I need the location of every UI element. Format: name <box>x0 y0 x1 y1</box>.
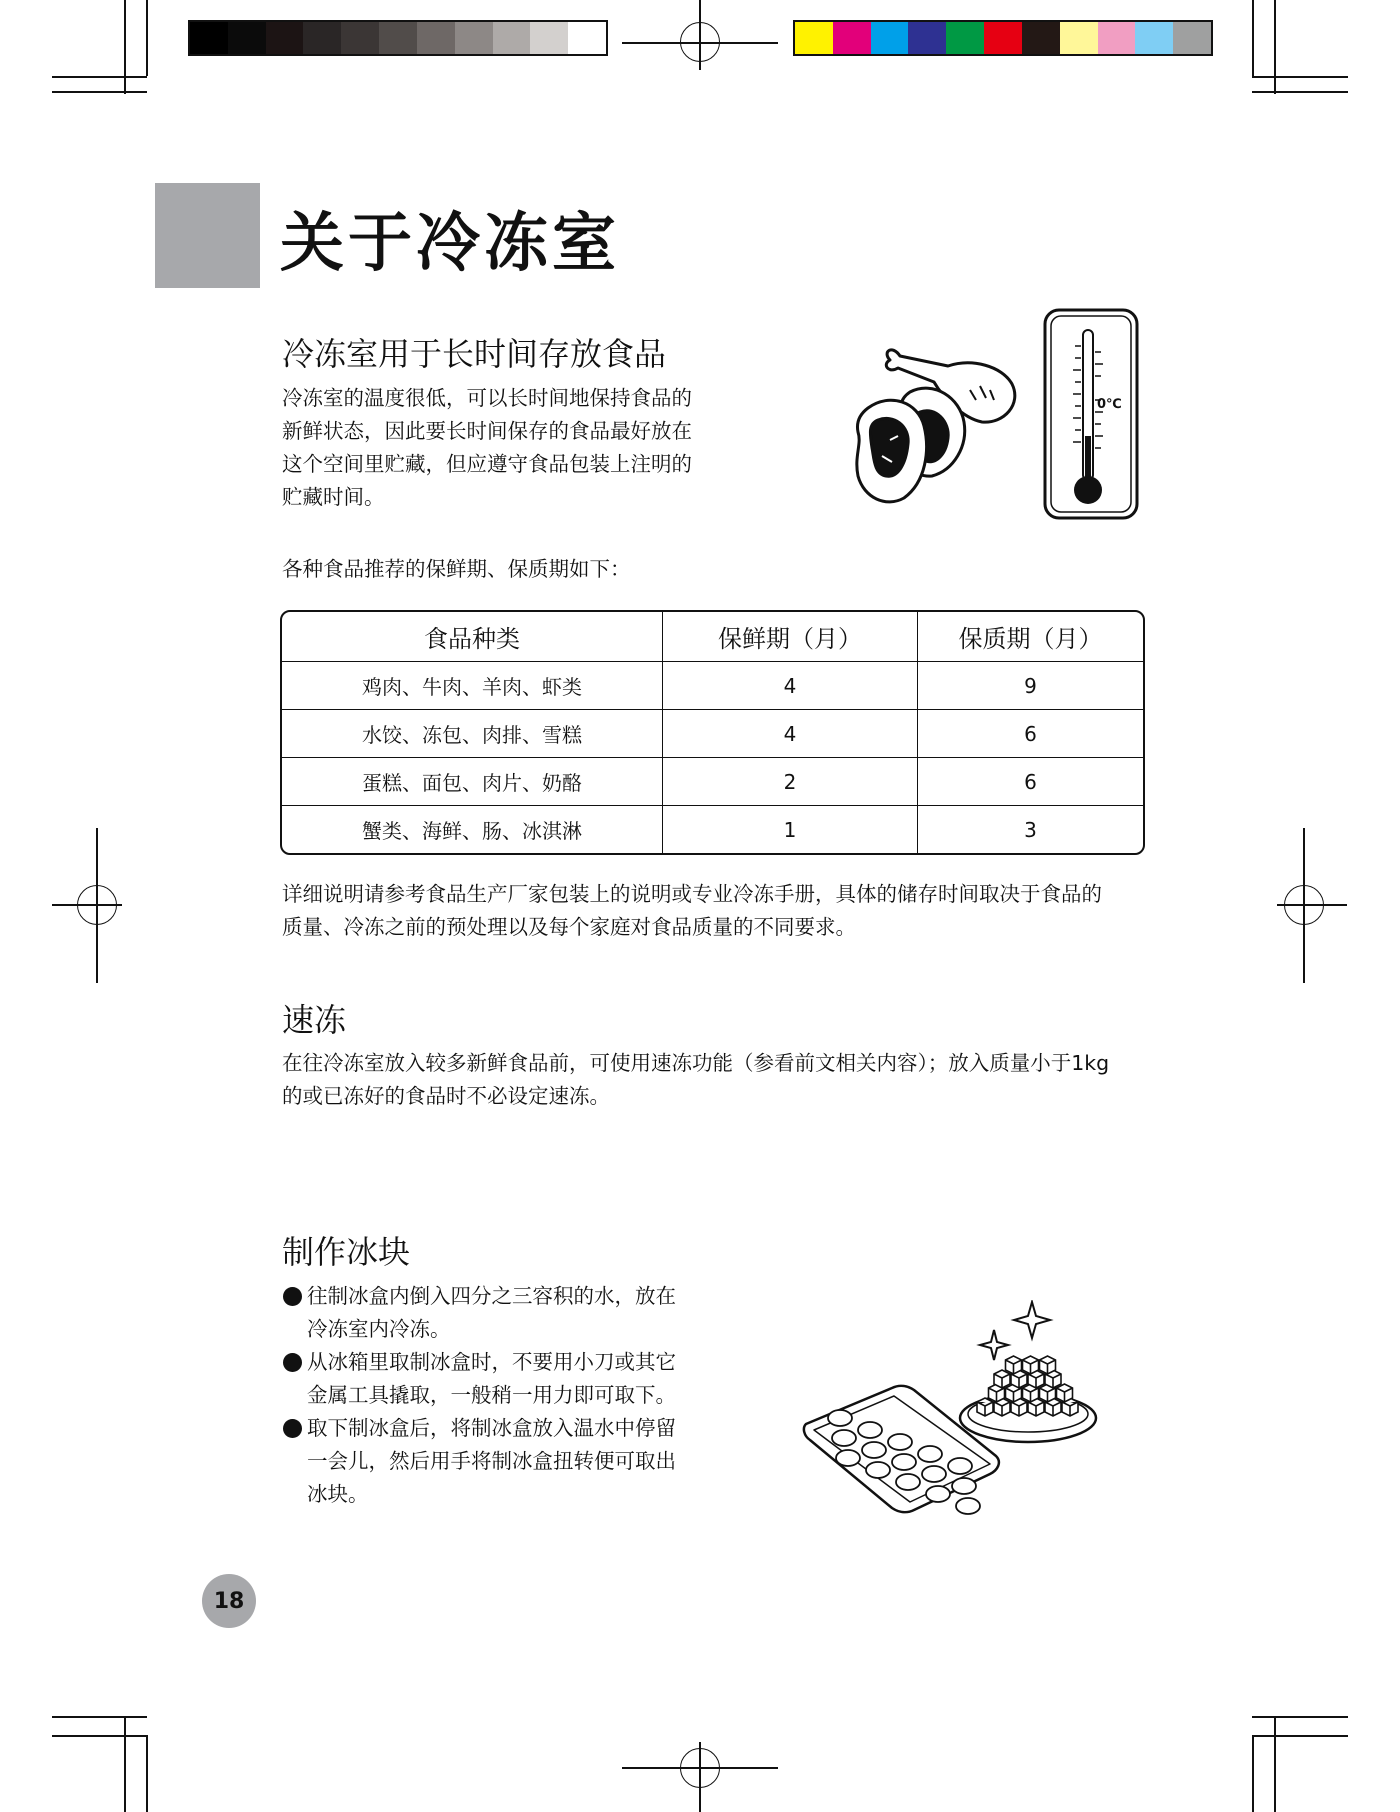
storage-line: 新鲜状态，因此要长时间保存的食品最好放在 <box>282 419 692 443</box>
calibration-swatch <box>266 22 304 54</box>
step-line: 金属工具撬取，一般稍一用力即可取下。 <box>307 1383 676 1407</box>
fresh-period-cell: 1 <box>663 806 918 853</box>
bullet-icon <box>283 1419 302 1438</box>
step-line: 往制冰盒内倒入四分之三容积的水，放在 <box>307 1284 676 1308</box>
table-row <box>282 806 1143 853</box>
calibration-swatch <box>984 22 1022 54</box>
color-calibration-bar <box>793 20 1213 56</box>
tray-cell <box>858 1422 882 1438</box>
calibration-swatch <box>303 22 341 54</box>
tray-cell <box>896 1474 920 1490</box>
fresh-period-cell: 4 <box>663 710 918 758</box>
quick-freeze-line: 在往冷冻室放入较多新鲜食品前，可使用速冻功能（参看前文相关内容）；放入质量小于1kg <box>282 1051 1110 1075</box>
calibration-swatch <box>493 22 531 54</box>
tray-cell <box>828 1410 852 1426</box>
table-row <box>282 710 1143 758</box>
food-type-cell: 鸡肉、牛肉、羊肉、虾类 <box>282 662 663 710</box>
table-row <box>282 662 1143 710</box>
calibration-swatch <box>946 22 984 54</box>
step-line: 冰块。 <box>307 1482 369 1506</box>
tray-cell <box>956 1498 980 1514</box>
tray-cell <box>952 1478 976 1494</box>
food-type-cell: 蟹类、海鲜、肠、冰淇淋 <box>282 806 663 853</box>
quick-freeze-paragraph <box>282 1047 1202 1113</box>
tray-cell <box>888 1434 912 1450</box>
calibration-swatch <box>795 22 833 54</box>
calibration-swatch <box>871 22 909 54</box>
column-header: 保质期（月） <box>918 612 1143 662</box>
note-line: 详细说明请参考食品生产厂家包装上的说明或专业冷冻手册，具体的储存时间取决于食品的 <box>282 882 1102 906</box>
ice-cube <box>994 1370 1010 1388</box>
fresh-period-cell: 2 <box>663 758 918 806</box>
storage-line: 这个空间里贮藏，但应遵守食品包装上注明的 <box>282 452 692 476</box>
storage-line: 贮藏时间。 <box>282 485 385 509</box>
tray-cell <box>866 1462 890 1478</box>
fresh-period-cell: 4 <box>663 662 918 710</box>
ice-cube <box>1040 1356 1056 1374</box>
calibration-swatch <box>1173 22 1211 54</box>
table-header-row <box>282 612 1143 662</box>
ice-cubes-bowl-illustration <box>950 1300 1100 1448</box>
calibration-swatch <box>228 22 266 54</box>
column-header: 保鲜期（月） <box>663 612 918 662</box>
calibration-swatch <box>1022 22 1060 54</box>
calibration-swatch <box>190 22 228 54</box>
page-number-badge: 18 <box>202 1574 256 1628</box>
quick-freeze-line: 的或已冻好的食品时不必设定速冻。 <box>282 1084 610 1108</box>
step-line: 取下制冰盒后，将制冰盒放入温水中停留 <box>307 1416 676 1440</box>
ice-cube <box>1006 1356 1022 1374</box>
table-row <box>282 758 1143 806</box>
calibration-swatch <box>568 22 606 54</box>
shelf-life-cell: 9 <box>918 662 1143 710</box>
calibration-swatch <box>530 22 568 54</box>
calibration-swatch <box>379 22 417 54</box>
ice-making-steps <box>283 1280 723 1511</box>
column-header: 食品种类 <box>282 612 663 662</box>
step-line: 一会儿，然后用手将制冰盒扭转便可取出 <box>307 1449 676 1473</box>
calibration-swatch <box>1135 22 1173 54</box>
frozen-meat-illustration <box>852 338 1027 510</box>
title-accent-block <box>155 183 260 288</box>
tray-cell <box>862 1442 886 1458</box>
step-line: 从冰箱里取制冰盒时，不要用小刀或其它 <box>307 1350 676 1374</box>
food-type-cell: 蛋糕、面包、肉片、奶酪 <box>282 758 663 806</box>
quick-freeze-heading: 速冻 <box>282 1001 347 1039</box>
bullet-icon <box>283 1287 302 1306</box>
shelf-life-cell: 3 <box>1024 817 1037 842</box>
tray-cell <box>832 1430 856 1446</box>
ice-cube <box>1057 1384 1073 1402</box>
shelf-life-cell: 6 <box>918 710 1143 758</box>
list-item <box>283 1346 723 1412</box>
shelf-life-cell: 6 <box>918 758 1143 806</box>
food-type-cell: 水饺、冻包、肉排、雪糕 <box>282 710 663 758</box>
storage-line: 冷冻室的温度很低，可以长时间地保持食品的 <box>282 386 692 410</box>
storage-period-table <box>280 610 1145 855</box>
tray-cell <box>922 1466 946 1482</box>
tray-cell <box>948 1458 972 1474</box>
tray-cell <box>892 1454 916 1470</box>
step-line: 冷冻室内冷冻。 <box>307 1317 451 1341</box>
storage-heading: 冷冻室用于长时间存放食品 <box>282 335 667 373</box>
calibration-swatch <box>455 22 493 54</box>
thermometer-label: 0℃ <box>1097 397 1122 412</box>
calibration-swatch <box>1098 22 1136 54</box>
calibration-swatch <box>833 22 871 54</box>
storage-note <box>282 878 1182 944</box>
list-item <box>283 1412 723 1511</box>
ice-cube <box>977 1398 993 1416</box>
note-line: 质量、冷冻之前的预处理以及每个家庭对食品质量的不同要求。 <box>282 915 856 939</box>
grayscale-calibration-bar <box>188 20 608 56</box>
list-item <box>283 1280 723 1346</box>
calibration-swatch <box>1060 22 1098 54</box>
bullet-icon <box>283 1353 302 1372</box>
storage-paragraph <box>282 382 762 514</box>
tray-cell <box>836 1450 860 1466</box>
tray-cell <box>918 1446 942 1462</box>
page-title: 关于冷冻室 <box>280 207 620 281</box>
calibration-swatch <box>417 22 455 54</box>
tray-cell <box>926 1486 950 1502</box>
ice-making-heading: 制作冰块 <box>282 1233 411 1271</box>
ice-cube <box>1023 1356 1039 1374</box>
table-intro: 各种食品推荐的保鲜期、保质期如下： <box>282 557 631 581</box>
calibration-swatch <box>908 22 946 54</box>
calibration-swatch <box>341 22 379 54</box>
thermometer-illustration <box>1035 306 1145 524</box>
